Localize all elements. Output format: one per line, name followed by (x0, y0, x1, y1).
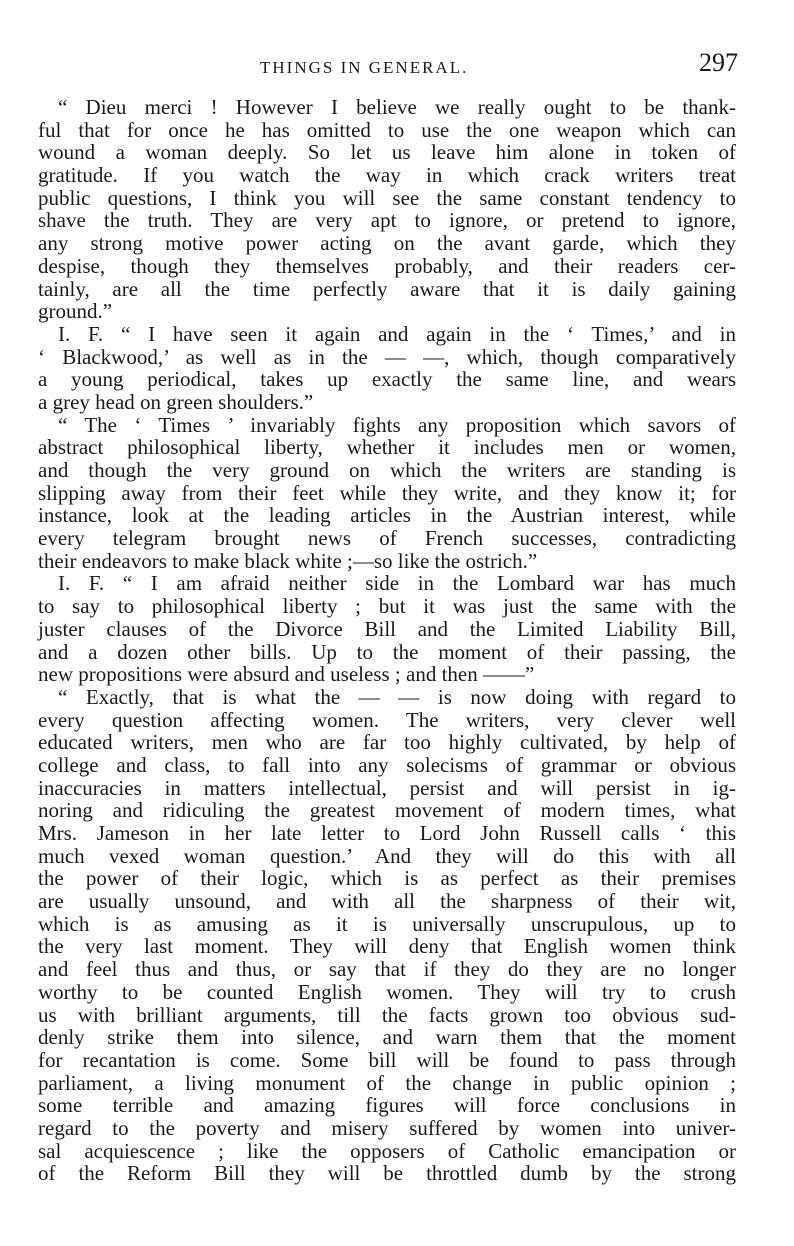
text-line: ‘ Blackwood,’ as well as in the — —, which, though comparatively (38, 344, 736, 369)
text-line: every telegram brought news of French successes, contradicting (38, 526, 736, 551)
text-line: of the Reform Bill they will be throttled dumb by the strong (38, 1161, 736, 1186)
text-line: public questions, I think you will see the same constant tendency to (38, 185, 736, 210)
text-line: some terrible and amazing figures will force conclusions in (38, 1093, 736, 1118)
text-line: abstract philosophical liberty, whether it includes men or women, (38, 435, 736, 460)
text-line: and though the very ground on which the writers are standing is (38, 458, 736, 482)
page-number: 297 (699, 48, 738, 77)
text-line: I. F. “ I am afraid neither side in the Lombard war has much (58, 571, 736, 596)
text-line: ful that for once he has omitted to use the one weapon which can (38, 117, 736, 142)
text-line: instance, look at the leading articles in the Austrian interest, while (38, 503, 736, 528)
text-line: ground.” (38, 299, 113, 324)
running-title: THINGS IN GENERAL. (260, 58, 469, 77)
text-line: sal acquiescence ; like the opposers of Catholic emancipation or (38, 1138, 736, 1163)
text-line: much vexed woman question.’ And they will do this with all (38, 843, 736, 868)
text-line: educated writers, men who are far too highly cultivated, by help of (38, 730, 736, 755)
text-line: any strong motive power acting on the avant garde, which they (38, 231, 736, 256)
text-line: juster clauses of the Divorce Bill and the Limited Liability Bill, (38, 616, 736, 641)
text-line: tainly, are all the time perfectly aware that it is daily gaining (38, 276, 736, 301)
text-line: are usually unsound, and with all the sharpness of their wit, (38, 889, 736, 914)
text-line: parliament, a living monument of the change in public opinion ; (38, 1070, 736, 1095)
text-line: the power of their logic, which is as perfect as their premises (38, 866, 736, 891)
text-line: and feel thus and thus, or say that if they do they are no longer (38, 957, 736, 982)
text-line: new propositions were absurd and useless ; and then ——” (38, 662, 535, 687)
text-line: denly strike them into silence, and warn them that the moment (38, 1025, 736, 1050)
text-line: “ Exactly, that is what the — — is now doing with regard to (58, 684, 736, 709)
text-line: which is as amusing as it is universally unscrupulous, up to (38, 911, 736, 936)
text-line: to say to philosophical liberty ; but it was just the same with the (38, 594, 736, 619)
text-line: for recantation is come. Some bill will be found to pass through (38, 1047, 736, 1072)
body-text (38, 96, 736, 1185)
text-line: regard to the poverty and misery suffered by women into univer- (38, 1115, 736, 1140)
text-line: noring and ridiculing the greatest movement of modern times, what (38, 798, 736, 823)
text-line: the very last moment. They will deny that English women think (38, 934, 736, 959)
text-line: despise, though they themselves probably, and their readers cer- (38, 253, 736, 278)
text-line: “ Dieu merci ! However I believe we really ought to be thank- (58, 95, 736, 119)
text-line: a grey head on green shoulders.” (38, 389, 314, 414)
text-line: inaccuracies in matters intellectual, persist and will persist in ig- (38, 775, 736, 800)
text-line: I. F. “ I have seen it again and again in the ‘ Times,’ and in (58, 321, 736, 346)
text-line: and a dozen other bills. Up to the moment of their passing, the (38, 639, 736, 664)
text-line: Mrs. Jameson in her late letter to Lord John Russell calls ‘ this (38, 821, 736, 845)
text-line: gratitude. If you watch the way in which crack writers treat (38, 163, 736, 188)
text-line: wound a woman deeply. So let us leave him alone in token of (38, 140, 736, 165)
text-line: their endeavors to make black white ;—so like the ostrich.” (38, 548, 538, 573)
text-line: shave the truth. They are very apt to ignore, or pretend to ignore, (38, 208, 736, 233)
text-line: every question affecting women. The writers, very clever well (38, 707, 736, 732)
text-line: college and class, to fall into any solecisms of grammar or obvious (38, 752, 736, 777)
text-line: worthy to be counted English women. They will try to crush (38, 979, 736, 1004)
text-line: a young periodical, takes up exactly the same line, and wears (38, 367, 736, 392)
text-line: us with brilliant arguments, till the facts grown too obvious sud- (38, 1002, 736, 1027)
text-line: “ The ‘ Times ’ invariably fights any proposition which savors of (58, 412, 736, 437)
page-header (38, 48, 738, 82)
text-line: slipping away from their feet while they write, and they know it; for (38, 480, 736, 505)
